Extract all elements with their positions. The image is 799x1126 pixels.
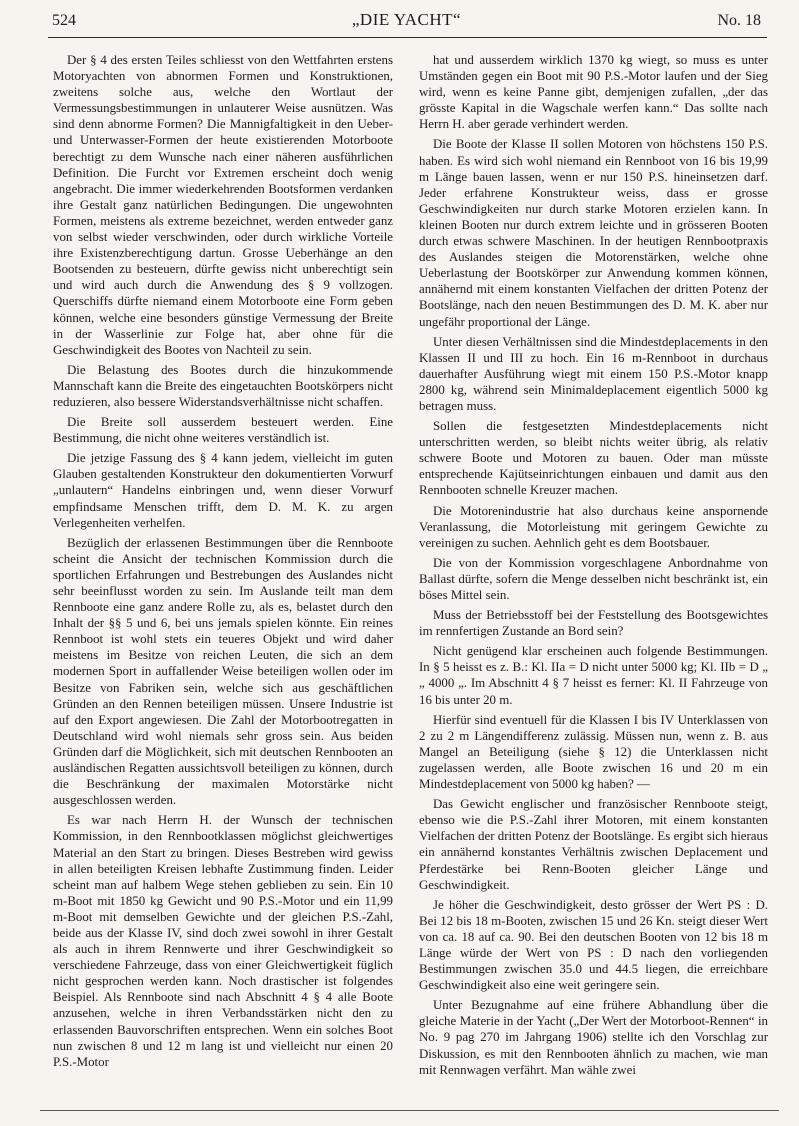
paragraph: Das Gewicht englischer und französischer Rennboote steigt, ebenso wie die P.S.-Zahl ihrer Motoren, mit einem konstanten Vielfachen der dritten Potenz der Bootslänge. Es ergibt sich hieraus ein annähernd konstantes Verhältnis zwischen Deplacement und Pferdestärke bei Renn-Booten gleicher Länge und Geschwindigkeit. xyxy=(419,797,768,892)
paragraph: Es war nach Herrn H. der Wunsch der technischen Kommission, in den Rennbootklassen möglichst gleichwertiges Material an den Start zu bringen. Dieses Bestreben wird gewiss in allen beteiligten Kreisen lebhafte Zustimmung finden. Leider scheint man auf halbem Wege stehen geblieben zu sein. Ein 10 m-Boot mit 1850 kg Gewicht und 90 P.S.-Motor und ein 11,99 m-Boot mit demselben Gewichte und der gleichen P.S.-Zahl, beide aus der Klasse IV, sind doch zwei sowohl in ihrer Gestalt als auch in ihrem Rennwerte und ihrer Geschwindigkeit so verschiedene Fahrzeuge, dass von einer Gleichwertigkeit füglich nicht gesprochen werden kann. Noch drastischer ist folgendes Beispiel. Als Rennboote sind nach Abschnitt 4 § 4 alle Boote anzusehen, welche in ihren Verbandsstärken nicht den zu erlassenden Bauvorschriften entsprechen. Wenn ein solches Boot nun zwischen 8 und 12 m lang ist und vielleicht nur einen 20 P.S.-Motor xyxy=(53,813,393,1069)
paragraph: Die jetzige Fassung des § 4 kann jedem, vielleicht im guten Glauben gestaltenden Konstrukteur den dokumentierten Vorwurf „unlautern“ Handelns einbringen und, wenn dieser Vorwurf empfindsame Menschen trifft, dem D. M. K. zu argen Verlegenheiten verhelfen. xyxy=(53,451,393,530)
paragraph: Der § 4 des ersten Teiles schliesst von den Wettfahrten erstens Motoryachten von abnormen Formen und Konstruktionen, zweitens solche aus, welche den Wortlaut der Vermessungsbestimmungen in unlauterer Weise ausnützen. Was sind denn abnorme Formen? Die Mannigfaltigkeit in den Ueber- und Unterwasser-Formen der heute existierenden Motorboote berechtigt zu dem Wunsche nach einer näheren ausführlichen Definition. Die Furcht vor Extremen erscheint doch wenig angebracht. Die immer wiederkehrenden Bootsformen verdanken ihre Gestalt ganz natürlichen Bedingungen. Die ungewohnten Formen, meistens als extreme bezeichnet, werden entweder ganz von selbst wieder verschwinden, oder durch wirkliche Vorteile ihre Existenzberechtigung dartun. Grosse Ueberhänge an den Bootsenden zu besteuern, dürfte gewiss nicht unberechtigt sein und wird auch durch die Anwendung des § 9 vollzogen. Querschiffs dürfte niemand einem Motorboote eine Form geben können, welche eine besonders günstige Vermessung der Breite in der Wasserlinie zur Folge hat, aber ohne für die Geschwindigkeit des Bootes von Nachteil zu sein. xyxy=(53,53,393,357)
paragraph: Hierfür sind eventuell für die Klassen I bis IV Unterklassen von 2 zu 2 m Längendifferenz zulässig. Müssen nun, wenn z. B. aus Mangel an Beteiligung (siehe § 12) die Unterklassen nicht zugelassen werden, alle Boote zwischen 16 und 20 m ein Mindestdeplacement von 5000 kg haben? — xyxy=(419,712,768,792)
paragraph: Bezüglich der erlassenen Bestimmungen über die Rennboote scheint die Ansicht der technischen Kommission durch die sportlichen Erfahrungen und Bestrebungen des Auslandes nicht sehr beeinflusst worden zu sein. Im Auslande teilt man dem Rennboote eine ganz andere Rolle zu, als es, belastet durch den Inhalt der §§ 5 und 6, bei uns jemals spielen könnte. Ein reines Rennboot ist wohl stets ein teueres Objekt und wird daher meistens im Besitze von reichen Leuten, die sich an dem modernen Sport in auffallender Weise beteiligen wollen oder im Besitze von Fabriken sein, welche sich aus geschäftlichen Gründen an den Rennen beteiligen müssen. Unsere Industrie ist auf den Export angewiesen. Die Zahl der Motorbootregatten in Deutschland wird wohl niemals sehr gross sein. Aus beiden Gründen darf die Möglichkeit, sich mit deutschen Rennbooten an ausländischen Regatten aussichtsvoll beteiligen zu können, durch die Beschränkung der maximalen Motorstärke nicht ausgeschlossen werden. xyxy=(53,535,393,808)
paragraph: Die Breite soll ausserdem besteuert werden. Eine Bestimmung, die nicht ohne weiteres verständlich ist. xyxy=(53,415,393,446)
paragraph: Die von der Kommission vorgeschlagene Anbordnahme von Ballast dürfte, sofern die Menge desselben nicht beschränkt ist, ein böses Mittel sein. xyxy=(419,555,768,602)
paragraph: Sollen die festgesetzten Mindestdeplacements nicht unterschritten werden, so bleibt nichts weiter übrig, als relativ schwere Boote und Motoren zu bauen. Oder man müsste entsprechende Kajütseinrichtungen einbauen und damit aus den Rennbooten schnelle Kreuzer machen. xyxy=(419,419,768,498)
paragraph: hat und ausserdem wirklich 1370 kg wiegt, so muss es unter Umständen gegen ein Boot mit 90 P.S.-Motor laufen und der Sieg wird, wenn es keine Panne gibt, demjenigen zufallen, „der das grösste Kapital in die Wagschale werfen kann.“ Das sollte nach Herrn H. aber gerade verhindert werden. xyxy=(419,53,768,132)
journal-title: „DIE YACHT“ xyxy=(351,10,462,29)
header-rule xyxy=(48,37,767,38)
page-header xyxy=(52,6,761,32)
right-column xyxy=(419,52,768,1078)
page-bottom-edge xyxy=(40,1110,779,1111)
page-number: 524 xyxy=(52,12,76,29)
issue-number: No. 18 xyxy=(717,12,761,29)
paragraph: Muss der Betriebsstoff bei der Feststellung des Bootsgewichtes im rennfertigen Zustande an Bord sein? xyxy=(419,608,768,639)
paragraph: Je höher die Geschwindigkeit, desto grösser der Wert PS : D. Bei 12 bis 18 m-Booten, zwischen 15 und 26 Kn. steigt dieser Wert von ca. 18 auf ca. 90. Bei den deutschen Booten von 12 bis 18 m Länge würde der Wert von PS : D nach den vorliegenden Bestimmungen zwischen 35.0 und 44.5 liegen, die erreichbare Geschwindigkeit also eine weit geringere sein. xyxy=(419,897,768,993)
paragraph: Die Belastung des Bootes durch die hinzukommende Mannschaft kann die Breite des eingetauchten Bootskörpers nicht reduzieren, also bessere Widerstandsverhältnisse nicht schaffen. xyxy=(53,362,393,409)
paragraph: Unter diesen Verhältnissen sind die Mindestdeplacements in den Klassen II und III zu hoch. Ein 16 m-Rennboot in durchaus dauerhafter Ausführung wiegt mit einem 150 P.S.-Motor knapp 2800 kg, während sein Minimaldeplacement eigentlich 5000 kg betragen muss. xyxy=(419,334,768,413)
paragraph: Die Boote der Klasse II sollen Motoren von höchstens 150 P.S. haben. Es wird sich wohl niemand ein Rennboot von 16 bis 19,99 m Länge bauen lassen, wenn er nur 150 P.S. hineinsetzen darf. Jeder erfahrene Konstrukteur weiss, dass er grosse Geschwindigkeiten nur durch starke Motoren erzielen kann. In kleinen Booten nur durch extrem leichte und in grösseren Booten durch etwas schwere Maschinen. In der heutigen Rennbootpraxis des Auslandes steigen die Motorenstärken, welche ohne Ueberlastung der Bootskörper zur Anwendung kommen können, annähernd mit einem konstanten Vielfachen der dritten Potenz der Bootslänge, nach den neuen Bestimmungen des D. M. K. aber nur ungefähr proportional der Länge. xyxy=(419,137,768,329)
paragraph: Die Motorenindustrie hat also durchaus keine anspornende Veranlassung, die Motorleistung mit geringem Gewichte zu vereinigen zu suchen. Aehnlich geht es dem Bootsbauer. xyxy=(419,503,768,550)
paragraph: Nicht genügend klar erscheinen auch folgende Bestimmungen. In § 5 heisst es z. B.: Kl. IIa = D nicht unter 5000 kg; Kl. IIb = D „ „ 4000 „. Im Abschnitt 4 § 7 heisst es ferner: Kl. II Fahrzeuge von 16 bis unter 20 m. xyxy=(419,644,768,707)
paragraph: Unter Bezugnahme auf eine frühere Abhandlung über die gleiche Materie in der Yacht („Der Wert der Motorboot-Rennen“ in No. 9 pag 270 im Jahrgang 1906) stellte ich den Vorschlag zur Diskussion, es mit den Rennbooten ähnlich zu machen, wie man mit Rennwagen verfährt. Man wähle zwei xyxy=(419,998,768,1077)
left-column xyxy=(53,52,393,1070)
